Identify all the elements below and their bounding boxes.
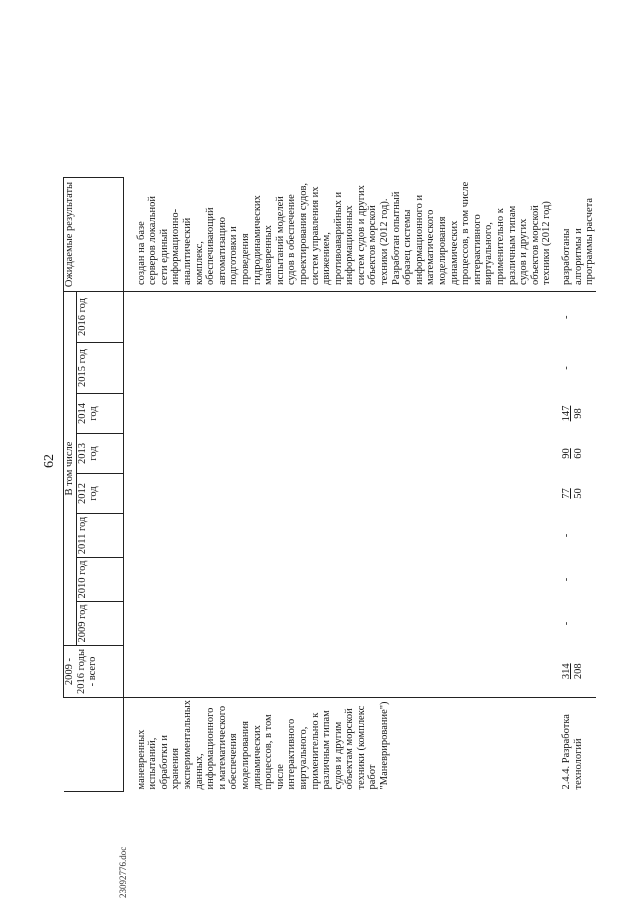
header-year-2016: 2016 год xyxy=(76,292,123,343)
header-in-total: В том числе xyxy=(64,292,77,646)
value-2016: - xyxy=(560,315,572,319)
header-year-2010: 2010 год xyxy=(76,558,123,602)
row-label: маневренных испытаний, обработки и хранения экспериментальных данных, информационного и математического обеспечения моделирования динамических процессов, в том числе интерактивного виртуального, применительно к различным типам судов и другим объектам морской техники (комплекс работ "Маневрирование") xyxy=(135,699,391,790)
value-2012: 77 50 xyxy=(560,488,584,499)
header-year-2014: 2014 год xyxy=(76,394,123,434)
table-row xyxy=(553,178,596,792)
value-2010: - xyxy=(560,577,572,582)
header-year-2013: 2013 год xyxy=(76,434,123,474)
value-2014: 147 98 xyxy=(560,405,584,422)
header-year-2012: 2012 год xyxy=(76,474,123,514)
value-2015: - xyxy=(560,366,572,370)
value-2009: - xyxy=(560,621,572,626)
header-year-2011: 2011 год xyxy=(76,514,123,558)
value-2011: - xyxy=(560,533,572,538)
row-label: 2.4.4. Разработка технологий xyxy=(560,714,584,790)
header-total: 2009 - 2016 годы - всего xyxy=(64,646,124,698)
header-year-2015: 2015 год xyxy=(76,343,123,394)
program-table xyxy=(63,177,596,792)
table-row xyxy=(123,178,136,792)
header-results: Ожидаемые результаты xyxy=(64,178,124,292)
value-2013: 90 60 xyxy=(560,448,584,459)
header-blank xyxy=(64,698,124,792)
value-total: 314 208 xyxy=(553,646,596,698)
table-row xyxy=(136,178,553,792)
row-result: разработаны алгоритмы и программы расчета xyxy=(553,178,596,292)
footer-filename: 23092776.doc xyxy=(118,846,128,898)
row-result: создан на базе серверов локальной сети единый информационно-аналитический комплекс, обеспечивающий автоматизацию подготовки и проведения гидродинамических маневренных испытаний моделей судов в обеспечение проектирования судов, систем управления их движением, противоаварийных и информационных систем судов и других объектов морской техники (2012 год). Разработан опытный образец системы информационного и математического моделирования динамических процессов, в том числе интерактивного виртуального, применительно к различным типам судов и других объектов морской техники (2012 год) xyxy=(136,178,553,292)
header-year-2009: 2009 год xyxy=(76,602,123,646)
page-number: 62 xyxy=(42,454,57,468)
